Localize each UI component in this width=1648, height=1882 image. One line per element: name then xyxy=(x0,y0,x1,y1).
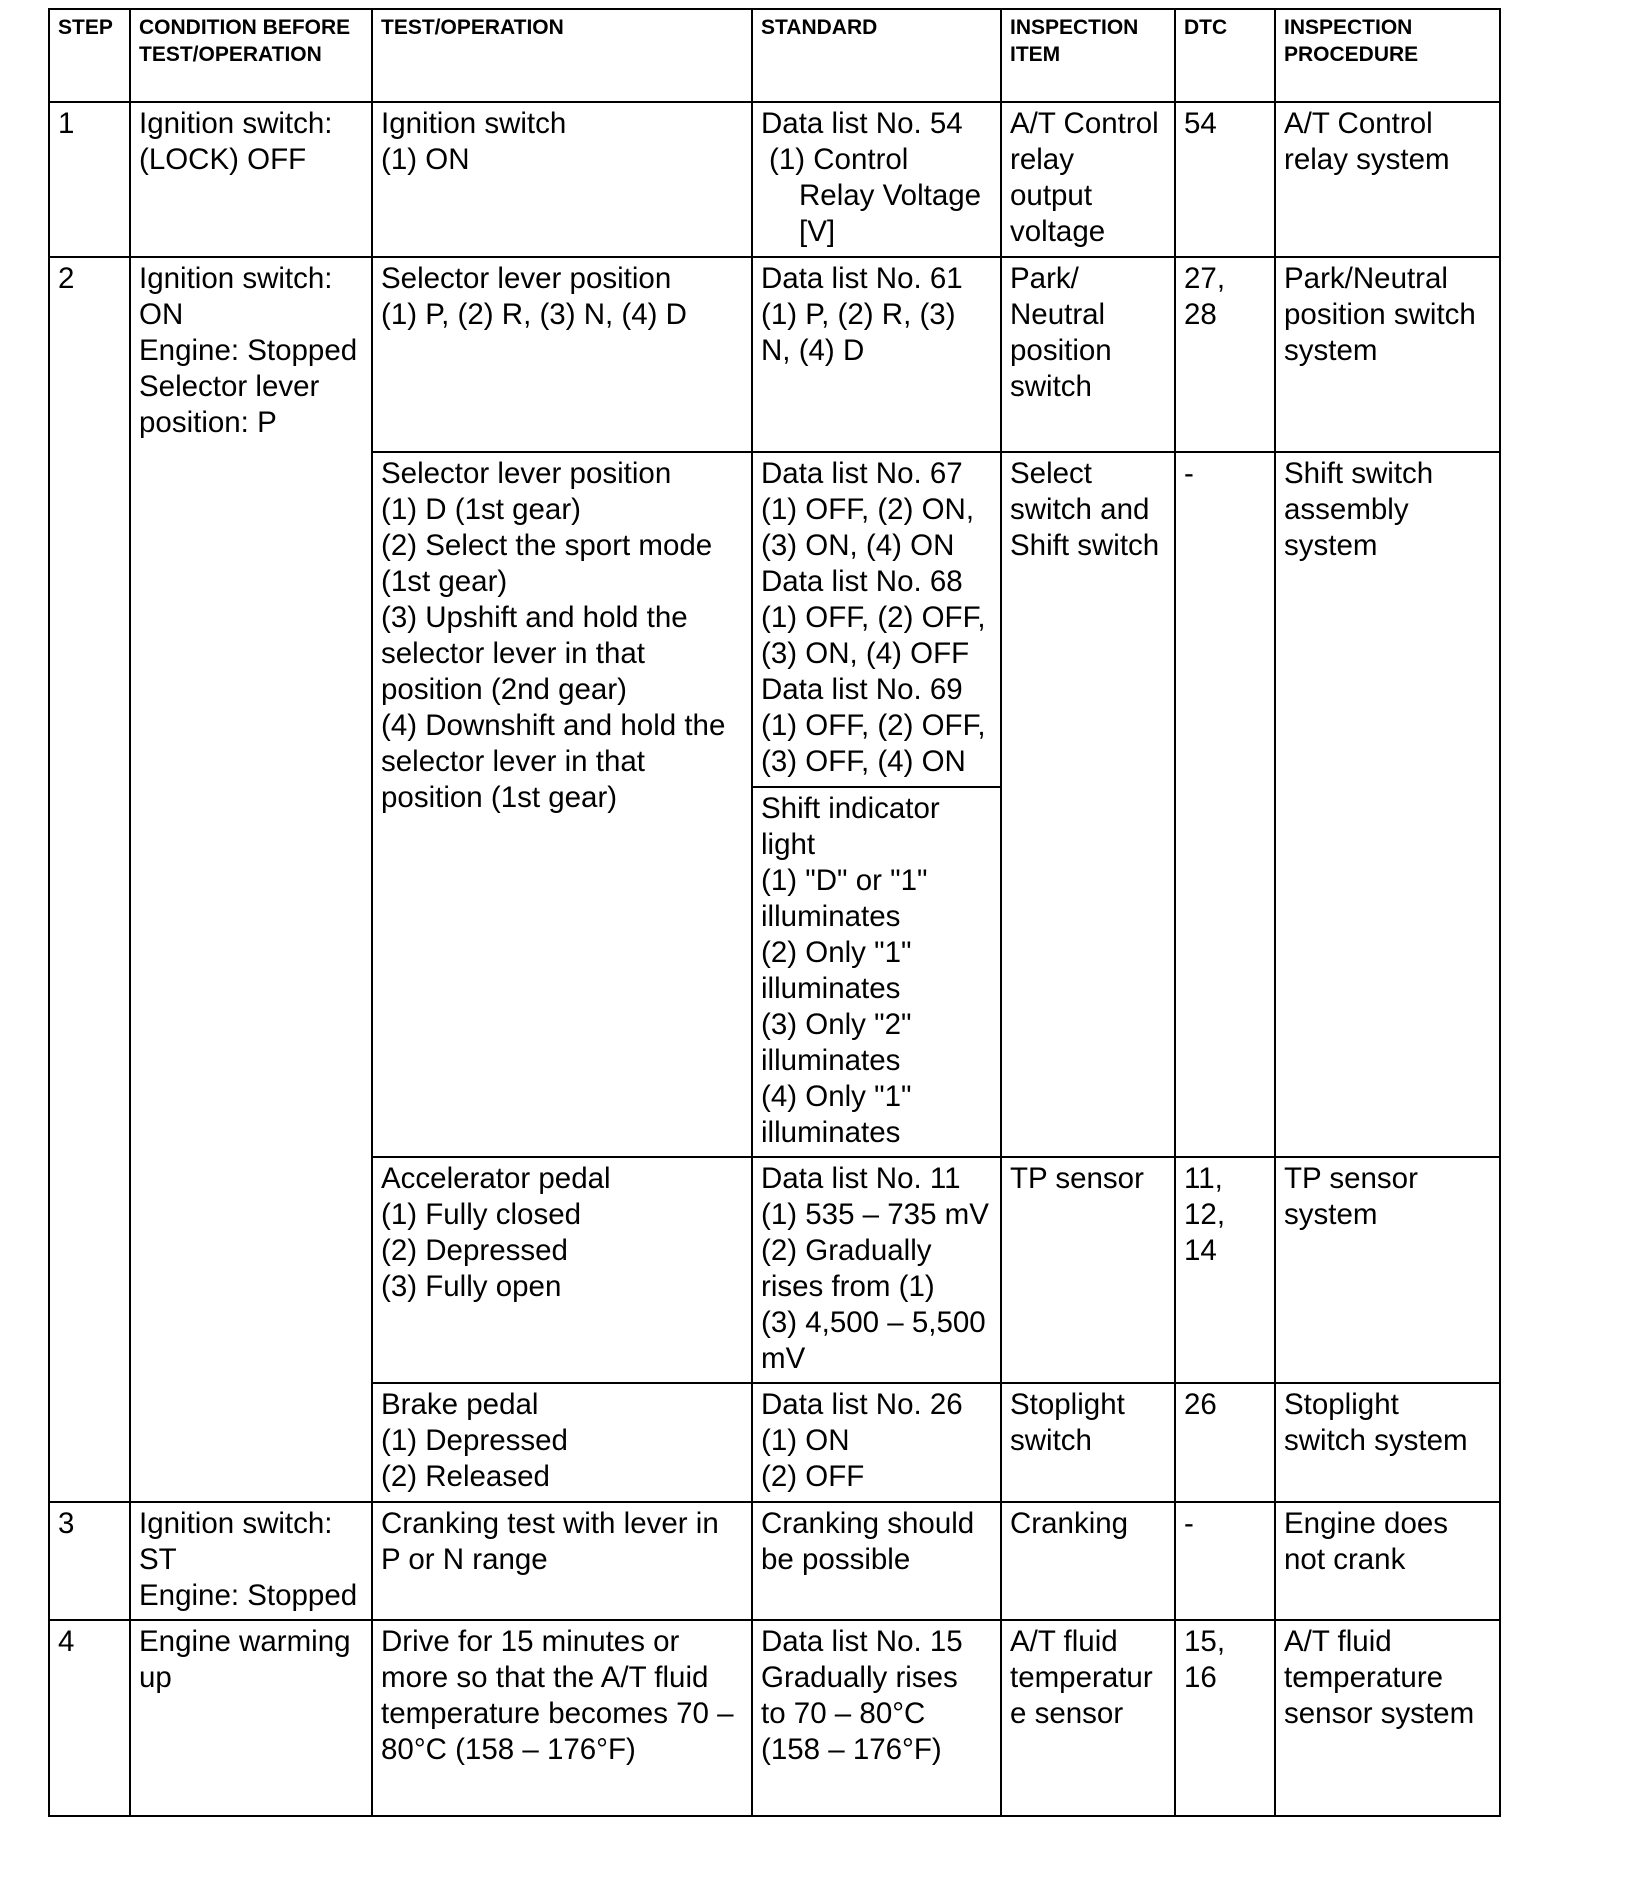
test-cell: Brake pedal (1) Depressed (2) Released xyxy=(372,1383,752,1502)
header-item: INSPECTION ITEM xyxy=(1001,9,1175,102)
item-cell: Cranking xyxy=(1001,1502,1175,1620)
test-cell: Selector lever position (1) P, (2) R, (3) N, (4) D xyxy=(372,257,752,452)
standard-cell: Cranking should be possible xyxy=(752,1502,1001,1620)
condition-cell: Ignition switch: (LOCK) OFF xyxy=(130,102,372,257)
standard-cell: Data list No. 67 (1) OFF, (2) ON, (3) ON, (4) ON Data list No. 68 (1) OFF, (2) OFF, (3) ON, (4) OFF Data list No. 69 (1) OFF, (2) OFF, (3) OFF, (4) ON xyxy=(752,452,1001,787)
procedure-cell: Engine does not crank xyxy=(1275,1502,1500,1620)
header-dtc: DTC xyxy=(1175,9,1275,102)
dtc-cell: 54 xyxy=(1175,102,1275,257)
dtc-cell: 11, 12, 14 xyxy=(1175,1157,1275,1383)
procedure-cell: Shift switch assembly system xyxy=(1275,452,1500,1157)
item-cell: TP sensor xyxy=(1001,1157,1175,1383)
table-row xyxy=(49,257,1500,452)
test-cell: Accelerator pedal (1) Fully closed (2) Depressed (3) Fully open xyxy=(372,1157,752,1383)
item-cell: Select switch and Shift switch xyxy=(1001,452,1175,1157)
dtc-cell: 27, 28 xyxy=(1175,257,1275,452)
step-cell: 4 xyxy=(49,1620,130,1816)
inspection-table xyxy=(48,8,1501,1817)
test-cell: Ignition switch (1) ON xyxy=(372,102,752,257)
table-row xyxy=(49,1620,1500,1816)
header-procedure: INSPECTION PROCEDURE xyxy=(1275,9,1500,102)
dtc-cell: - xyxy=(1175,1502,1275,1620)
item-cell: Stoplight switch xyxy=(1001,1383,1175,1502)
step-cell: 1 xyxy=(49,102,130,257)
test-cell: Selector lever position (1) D (1st gear) (2) Select the sport mode (1st gear) (3) Upshift and hold the selector lever in that position (2nd gear) (4) Downshift and hold the selector lever in that position (1st gear) xyxy=(372,452,752,1157)
standard-cell: Data list No. 26 (1) ON (2) OFF xyxy=(752,1383,1001,1502)
procedure-cell: TP sensor system xyxy=(1275,1157,1500,1383)
header-step: STEP xyxy=(49,9,130,102)
dtc-cell: 15, 16 xyxy=(1175,1620,1275,1816)
header-row xyxy=(49,9,1500,102)
standard-cell: Data list No. 61 (1) P, (2) R, (3) N, (4) D xyxy=(752,257,1001,452)
dtc-cell: 26 xyxy=(1175,1383,1275,1502)
table-row xyxy=(49,1502,1500,1620)
item-cell: A/T fluid temperatur e sensor xyxy=(1001,1620,1175,1816)
standard-cell: Data list No. 11 (1) 535 – 735 mV (2) Gradually rises from (1) (3) 4,500 – 5,500 mV xyxy=(752,1157,1001,1383)
header-test: TEST/OPERATION xyxy=(372,9,752,102)
standard-cell: Data list No. 54 (1) Control Relay Voltage [V] xyxy=(752,102,1001,257)
condition-cell: Ignition switch: ST Engine: Stopped xyxy=(130,1502,372,1620)
condition-cell: Engine warming up xyxy=(130,1620,372,1816)
condition-cell: Ignition switch: ON Engine: Stopped Selector lever position: P xyxy=(130,257,372,1502)
procedure-cell: Park/Neutral position switch system xyxy=(1275,257,1500,452)
procedure-cell: A/T Control relay system xyxy=(1275,102,1500,257)
procedure-cell: Stoplight switch system xyxy=(1275,1383,1500,1502)
procedure-cell: A/T fluid temperature sensor system xyxy=(1275,1620,1500,1816)
header-condition: CONDITION BEFORE TEST/OPERATION xyxy=(130,9,372,102)
step-cell: 3 xyxy=(49,1502,130,1620)
step-cell: 2 xyxy=(49,257,130,1502)
item-cell: A/T Control relay output voltage xyxy=(1001,102,1175,257)
item-cell: Park/ Neutral position switch xyxy=(1001,257,1175,452)
standard-cell: Shift indicator light (1) "D" or "1" illuminates (2) Only "1" illuminates (3) Only "2" illuminates (4) Only "1" illuminates xyxy=(752,787,1001,1157)
standard-cell: Data list No. 15 Gradually rises to 70 – 80°C (158 – 176°F) xyxy=(752,1620,1001,1816)
test-cell: Cranking test with lever in P or N range xyxy=(372,1502,752,1620)
dtc-cell: - xyxy=(1175,452,1275,1157)
table-row xyxy=(49,102,1500,257)
header-standard: STANDARD xyxy=(752,9,1001,102)
test-cell: Drive for 15 minutes or more so that the A/T fluid temperature becomes 70 – 80°C (158 – 176°F) xyxy=(372,1620,752,1816)
